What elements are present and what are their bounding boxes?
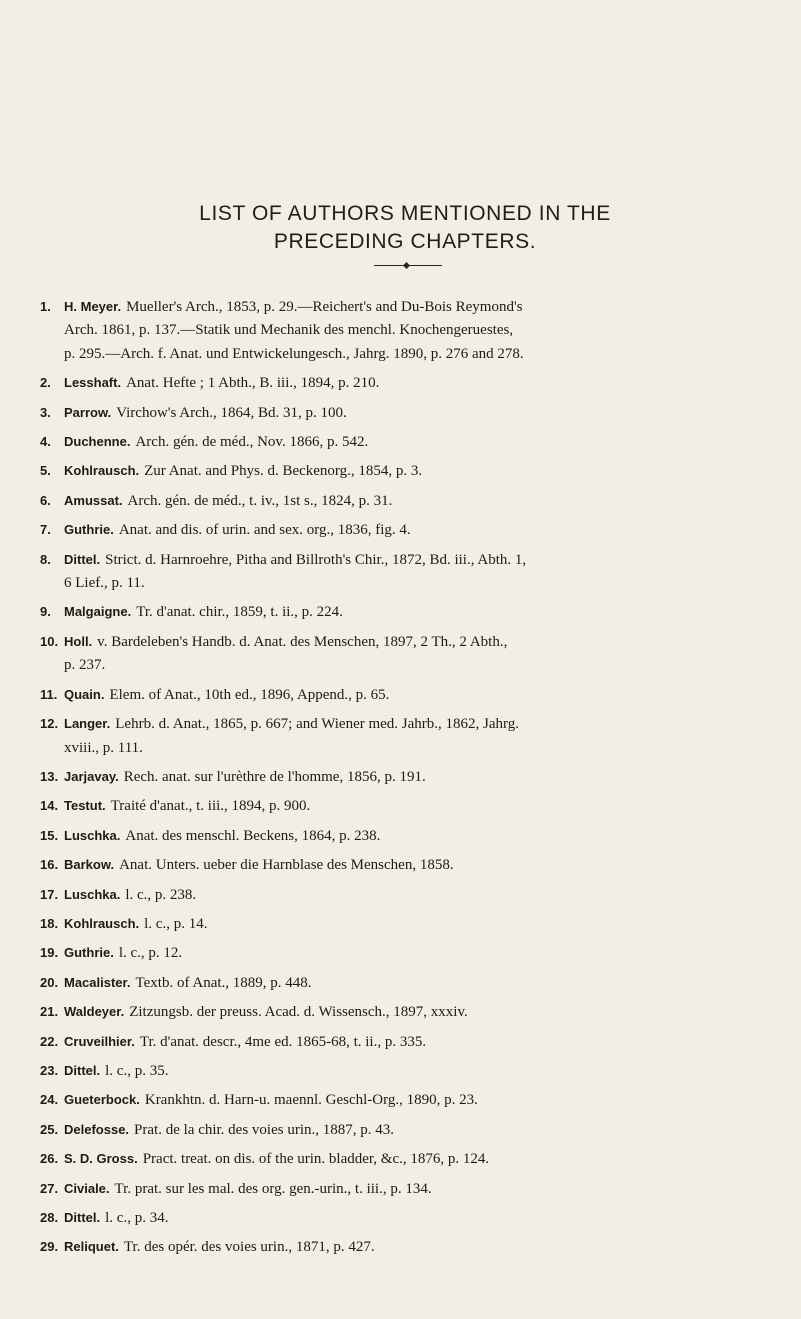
citation-text: Traité d'anat., t. iii., 1894, p. 900.	[110, 798, 311, 815]
author-name: Barkow.	[64, 857, 115, 873]
entry-number: 1.	[40, 299, 51, 314]
citation-continuation: p. 295.—Arch. f. Anat. und Entwickelungesch., Jahrg. 1890, p. 276 and 278.	[64, 345, 524, 362]
entry-number: 26.	[40, 1151, 59, 1167]
entry-number: 23.	[40, 1062, 59, 1078]
author-name: Guthrie.	[64, 945, 114, 961]
entry-number: 19.	[40, 945, 59, 961]
author-name: Macalister.	[64, 974, 131, 990]
author-name: Quain.	[64, 686, 105, 702]
author-entry	[40, 883, 775, 907]
entry-number: 12.	[40, 716, 59, 732]
author-entry	[40, 401, 775, 425]
entry-number: 21.	[40, 1004, 59, 1020]
citation-text: l. c., p. 238.	[125, 886, 197, 903]
citation-text: Prat. de la chir. des voies urin., 1887, p. 43.	[134, 1121, 395, 1138]
author-entry	[40, 459, 775, 483]
author-entry	[40, 941, 775, 965]
entry-number: 18.	[40, 915, 59, 931]
author-entry	[40, 853, 775, 877]
author-entry	[40, 630, 775, 678]
citation-text: Anat. and dis. of urin. and sex. org., 1836, fig. 4.	[118, 522, 411, 539]
author-name: Kohlrausch.	[64, 463, 140, 479]
author-list	[40, 295, 775, 1265]
citation-text: Elem. of Anat., 10th ed., 1896, Append., p. 65.	[109, 686, 390, 703]
entry-number: 6.	[40, 492, 51, 508]
entry-number: 27.	[40, 1180, 59, 1196]
author-entry	[40, 971, 775, 995]
author-name: Gueterbock.	[64, 1092, 140, 1108]
entry-number: 10.	[40, 633, 59, 649]
author-entry	[40, 1000, 775, 1024]
citation-text: l. c., p. 34.	[105, 1210, 169, 1226]
citation-text: Anat. Hefte ; 1 Abth., B. iii., 1894, p. 210.	[126, 375, 380, 392]
citation-continuation: 6 Lief., p. 11.	[64, 575, 145, 592]
author-name: Dittel.	[64, 1062, 101, 1078]
author-name: S. D. Gross.	[64, 1151, 138, 1167]
citation-text: Virchow's Arch., 1864, Bd. 31, p. 100.	[116, 404, 347, 421]
author-entry	[40, 1118, 775, 1142]
citation-text: Strict. d. Harnroehre, Pitha and Billroth's Chir., 1872, Bd. iii., Abth. 1,	[105, 551, 527, 568]
author-name: Dittel.	[64, 1210, 101, 1225]
entry-number: 24.	[40, 1092, 59, 1108]
citation-text: Rech. anat. sur l'urèthre de l'homme, 1856, p. 191.	[123, 768, 426, 785]
citation-text: v. Bardeleben's Handb. d. Anat. des Menschen, 1897, 2 Th., 2 Abth.,	[97, 633, 508, 650]
entry-number: 29.	[40, 1239, 59, 1255]
author-entry	[40, 1088, 775, 1112]
citation-text: l. c., p. 35.	[105, 1062, 169, 1079]
author-entry	[40, 1030, 775, 1054]
entry-number: 13.	[40, 768, 59, 784]
citation-text: Tr. d'anat. descr., 4me ed. 1865-68, t. ii., p. 335.	[139, 1033, 427, 1050]
entry-number: 28.	[40, 1210, 59, 1225]
author-entry	[40, 765, 775, 789]
citation-text: Tr. prat. sur les mal. des org. gen.-urin., t. iii., p. 134.	[114, 1180, 432, 1197]
citation-text: Zitzungsb. der preuss. Acad. d. Wissensch., 1897, xxxiv.	[129, 1004, 468, 1021]
author-entry	[40, 1177, 775, 1201]
page-title	[40, 200, 770, 256]
author-entry	[40, 600, 775, 624]
citation-text: Textb. of Anat., 1889, p. 448.	[135, 974, 312, 991]
author-name: Amussat.	[64, 492, 123, 508]
citation-text: l. c., p. 12.	[118, 945, 183, 962]
author-entry	[40, 794, 775, 818]
author-entry	[40, 1235, 775, 1259]
author-name: Civiale.	[64, 1180, 110, 1196]
entry-number: 7.	[40, 522, 51, 538]
title-line-2: PRECEDING CHAPTERS.	[273, 230, 537, 253]
author-name: Parrow.	[64, 404, 112, 420]
citation-text: Anat. des menschl. Beckens, 1864, p. 238.	[125, 827, 381, 844]
author-name: Duchenne.	[64, 434, 131, 450]
citation-text: Tr. d'anat. chir., 1859, t. ii., p. 224.	[136, 604, 343, 621]
author-name: Luschka.	[64, 886, 121, 902]
author-entry	[40, 295, 775, 366]
author-entry	[40, 1206, 775, 1230]
author-name: Jarjavay.	[64, 768, 119, 784]
citation-text: Anat. Unters. ueber die Harnblase des Menschen, 1858.	[119, 857, 454, 874]
author-entry	[40, 430, 775, 454]
entry-number: 25.	[40, 1121, 59, 1137]
author-entry	[40, 548, 775, 596]
citation-text: l. c., p. 14.	[144, 915, 208, 932]
citation-text: Mueller's Arch., 1853, p. 29.—Reichert's and Du-Bois Reymond's	[126, 299, 523, 315]
entry-number: 22.	[40, 1033, 59, 1049]
author-name: Kohlrausch.	[64, 915, 140, 931]
citation-continuation: p. 237.	[64, 657, 106, 674]
author-name: Cruveilhier.	[64, 1033, 135, 1049]
author-name: Guthrie.	[64, 522, 114, 538]
citation-text: Zur Anat. and Phys. d. Beckenorg., 1854, p. 3.	[144, 463, 423, 480]
author-entry	[40, 518, 775, 542]
author-name: Reliquet.	[64, 1239, 119, 1255]
divider-ornament-icon	[403, 262, 410, 269]
author-entry	[40, 371, 775, 395]
citation-text: Arch. gén. de méd., t. iv., 1st s., 1824, p. 31.	[127, 492, 393, 509]
title-line-1: LIST OF AUTHORS MENTIONED IN THE	[199, 202, 611, 225]
citation-text: Arch. gén. de méd., Nov. 1866, p. 542.	[135, 434, 369, 451]
entry-number: 2.	[40, 375, 51, 391]
author-entry	[40, 1147, 775, 1171]
entry-number: 9.	[40, 604, 51, 620]
author-entry	[40, 489, 775, 513]
citation-text: Lehrb. d. Anat., 1865, p. 667; and Wiener med. Jahrb., 1862, Jahrg.	[115, 716, 520, 733]
entry-number: 4.	[40, 434, 51, 450]
author-entry	[40, 1059, 775, 1083]
author-name: Waldeyer.	[64, 1004, 125, 1020]
entry-number: 3.	[40, 404, 51, 420]
author-name: Delefosse.	[64, 1121, 130, 1137]
entry-number: 14.	[40, 798, 59, 814]
author-name: Testut.	[64, 798, 106, 814]
entry-number: 11.	[40, 686, 58, 702]
entry-number: 5.	[40, 463, 51, 479]
author-name: Holl.	[64, 633, 93, 649]
entry-number: 16.	[40, 857, 59, 873]
author-entry	[40, 912, 775, 936]
author-name: Dittel.	[64, 551, 101, 567]
author-name: Malgaigne.	[64, 604, 132, 620]
author-name: Luschka.	[64, 827, 121, 843]
author-name: Lesshaft.	[64, 375, 122, 391]
entry-number: 8.	[40, 551, 51, 567]
citation-text: Tr. des opér. des voies urin., 1871, p. 427.	[123, 1239, 375, 1256]
citation-continuation: xviii., p. 111.	[64, 739, 143, 756]
author-name: H. Meyer.	[64, 299, 122, 314]
author-name: Langer.	[64, 716, 111, 732]
citation-text: Krankhtn. d. Harn-u. maennl. Geschl-Org., 1890, p. 23.	[144, 1092, 478, 1109]
author-entry	[40, 712, 775, 760]
author-entry	[40, 683, 775, 707]
citation-continuation: Arch. 1861, p. 137.—Statik und Mechanik des menchl. Knochengeruestes,	[64, 322, 514, 339]
author-entry	[40, 824, 775, 848]
entry-number: 17.	[40, 886, 59, 902]
entry-number: 15.	[40, 827, 59, 843]
citation-text: Pract. treat. on dis. of the urin. bladder, &c., 1876, p. 124.	[142, 1151, 490, 1168]
entry-number: 20.	[40, 974, 59, 990]
